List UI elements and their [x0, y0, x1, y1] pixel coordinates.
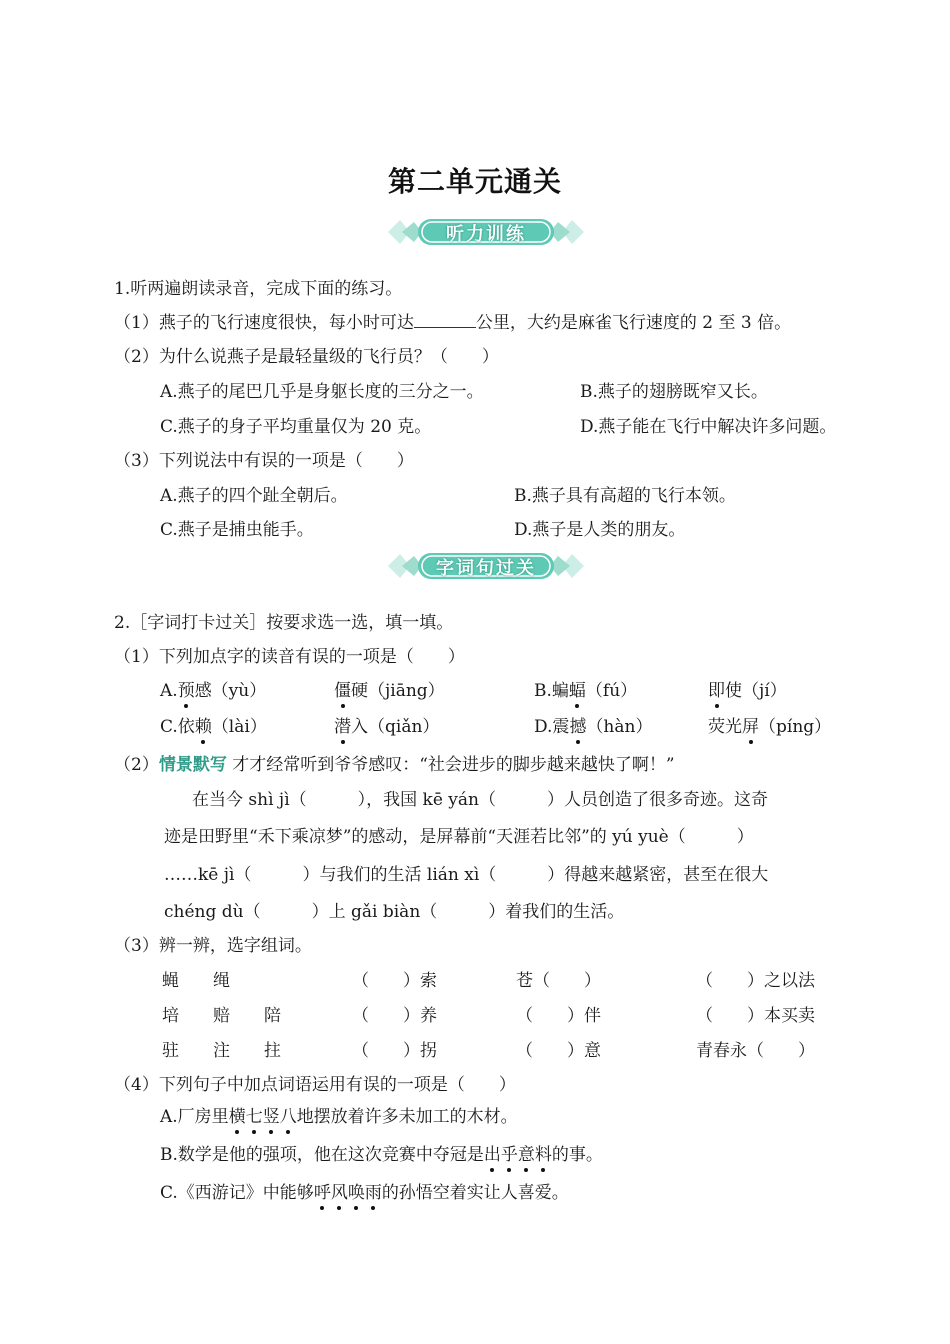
q2-sub1-option-d2	[708, 716, 831, 738]
dotted-char: 意	[517, 1145, 535, 1165]
dotted-char: 横	[228, 1107, 246, 1127]
dotted-char: 撼	[569, 717, 587, 737]
q2-sub1: （1）下列加点字的读音有误的一项是（ ）	[114, 647, 465, 667]
q2-sub1-option-b	[534, 680, 637, 702]
q1-part2-option-c: C.燕子的身子平均重量仅为 20 克。	[160, 417, 432, 437]
q2-sub2-line4: chéng dù（ ）上 gǎi biàn（ ）着我们的生活。	[164, 902, 625, 922]
q2-sub1-option-c	[160, 716, 267, 738]
banner-label: 字词句过关	[436, 558, 536, 579]
section-banner-listening	[388, 216, 584, 248]
section-banner-words	[388, 550, 584, 582]
tag-label: 情景默写	[158, 755, 227, 775]
q2-sub3-blank-row1-col1[interactable]: （ ）索	[352, 971, 437, 991]
q1-part2-option-d: D.燕子能在飞行中解决许多问题。	[580, 417, 837, 437]
option-suffix: （lài）	[211, 717, 267, 737]
q2-sub3-blank-row3-col1[interactable]: （ ）拐	[352, 1041, 437, 1061]
page-title: 第二单元通关	[387, 165, 562, 198]
q2-sub3-blank-row2-col3[interactable]: （ ）本买卖	[696, 1006, 815, 1026]
q2-sub3-chars-row1: 蝇 绳	[162, 971, 230, 991]
q2-sub3-blank-row3-col3[interactable]: 青春永（ ）	[696, 1041, 815, 1061]
q2-sub3-blank-row2-col1[interactable]: （ ）养	[352, 1006, 437, 1026]
dotted-char: 乎	[500, 1145, 518, 1165]
q2-sub4: （4）下列句子中加点词语运用有误的一项是（ ）	[114, 1075, 516, 1095]
dotted-char: 出	[483, 1145, 501, 1165]
dotted-char: 蝠	[568, 681, 586, 701]
option-prefix: B.蝙	[534, 681, 569, 701]
q2-sub2-line2: 迹是田野里“禾下乘凉梦”的感动，是屏幕前“天涯若比邻”的 yú yuè（ ）	[164, 827, 754, 847]
dotted-char: 八	[279, 1107, 297, 1127]
q2-sub1-option-c2	[334, 716, 439, 738]
q1-part2-option-a: A.燕子的尾巴几乎是身躯长度的三分之一。	[160, 382, 484, 402]
dotted-char: 即	[708, 681, 725, 701]
q1-part1	[114, 312, 791, 334]
option-text: A.厂房里	[160, 1107, 229, 1127]
q2-sub3-blank-row1-col3[interactable]: （ ）之以法	[696, 971, 815, 991]
q1-part1-pre: （1）燕子的飞行速度很快，每小时可达	[114, 313, 414, 333]
option-prefix: 荧光	[708, 717, 742, 737]
option-text: C.《西游记》中能够	[160, 1183, 314, 1203]
dotted-char: 风	[330, 1183, 348, 1203]
option-suffix: 感（yù）	[194, 681, 267, 701]
option-text: 地摆放着许多未加工的木材。	[296, 1107, 518, 1127]
sub-number: （2）	[114, 755, 159, 775]
q2-sub3-blank-row2-col2[interactable]: （ ）伴	[516, 1006, 601, 1026]
q2-stem: 2.［字词打卡过关］按要求选一选，填一填。	[114, 613, 454, 633]
dotted-char: 屏	[742, 717, 759, 737]
q2-sub1-option-a	[160, 680, 266, 702]
q1-part3-option-a: A.燕子的四个趾全朝后。	[160, 486, 348, 506]
q2-sub4-option-c	[160, 1182, 569, 1204]
option-prefix: D.震	[534, 717, 570, 737]
q2-sub3-blank-row1-col2[interactable]: 苍（ ）	[516, 971, 601, 991]
dotted-char: 呼	[313, 1183, 331, 1203]
dotted-char: 竖	[262, 1107, 280, 1127]
q1-part3-option-b: B.燕子具有高超的飞行本领。	[514, 486, 736, 506]
q1-part1-post: 公里，大约是麻雀飞行速度的 2 至 3 倍。	[475, 313, 792, 333]
q1-part3-option-c: C.燕子是捕虫能手。	[160, 520, 314, 540]
q2-sub4-option-b	[160, 1144, 603, 1166]
option-suffix: 使（jí）	[725, 681, 787, 701]
q2-sub2-heading	[114, 754, 675, 776]
sub2-intro: 才才经常听到爷爷感叹：“社会进步的脚步越来越快了啊！”	[226, 755, 675, 775]
q2-sub2-line3: ……kē jì（ ）与我们的生活 lián xì（ ）得越来越紧密，甚至在很大	[164, 865, 769, 885]
q2-sub1-option-b2	[708, 680, 787, 702]
q1-stem: 1.听两遍朗读录音，完成下面的练习。	[114, 279, 403, 299]
dotted-char: 七	[245, 1107, 263, 1127]
option-suffix: 入（qiǎn）	[351, 717, 440, 737]
q2-sub3-chars-row2: 培 赔 陪	[162, 1006, 281, 1026]
q2-sub2-line1: 在当今 shì jì（ ），我国 kē yán（ ）人员创造了很多奇迹。这奇	[192, 790, 768, 810]
dotted-char: 雨	[364, 1183, 382, 1203]
option-prefix: C.依	[160, 717, 195, 737]
option-text: B.数学是他的强项，他在这次竞赛中夺冠是	[160, 1145, 484, 1165]
q1-part2: （2）为什么说燕子是最轻量级的飞行员？（ ）	[114, 347, 499, 367]
q2-sub3-blank-row3-col2[interactable]: （ ）意	[516, 1041, 601, 1061]
answer-blank[interactable]	[414, 313, 476, 328]
q1-part3-option-d: D.燕子是人类的朋友。	[514, 520, 686, 540]
option-suffix: （fú）	[585, 681, 638, 701]
q2-sub3-chars-row3: 驻 注 拄	[162, 1041, 281, 1061]
q2-sub3: （3）辨一辨，选字组词。	[114, 936, 312, 956]
dotted-char: 预	[177, 681, 195, 701]
dotted-char: 潜	[334, 717, 351, 737]
dotted-char: 僵	[334, 681, 351, 701]
option-prefix: A.	[160, 681, 178, 701]
option-text: 的事。	[551, 1145, 603, 1165]
option-suffix: （píng）	[759, 717, 832, 737]
banner-label: 听力训练	[446, 224, 526, 245]
option-text: 的孙悟空着实让人喜爱。	[381, 1183, 569, 1203]
q2-sub1-option-a2	[334, 680, 445, 702]
dotted-char: 料	[534, 1145, 552, 1165]
q1-part3: （3）下列说法中有误的一项是（ ）	[114, 451, 414, 471]
option-suffix: （hàn）	[586, 717, 653, 737]
dotted-char: 唤	[347, 1183, 365, 1203]
option-suffix: 硬（jiāng）	[351, 681, 445, 701]
dotted-char: 赖	[194, 717, 212, 737]
q2-sub1-option-d	[534, 716, 652, 738]
q1-part2-option-b: B.燕子的翅膀既窄又长。	[580, 382, 768, 402]
q2-sub4-option-a	[160, 1106, 518, 1128]
